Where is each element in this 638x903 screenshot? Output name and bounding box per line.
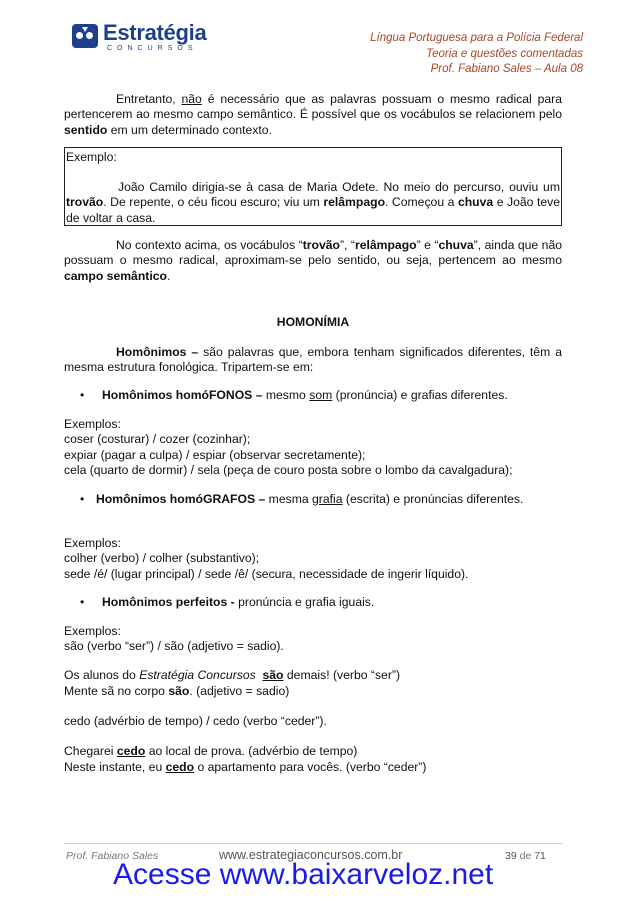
page-number: 39 de 71: [505, 850, 546, 862]
examples-homofonos: Exemplos: coser (costurar) / cozer (cozinhar); expiar (pagar a culpa) / espiar (observar secretamente); cela (quarto de dormir) / sela (peça de couro posta sobre o lombo da cavalgadura);: [64, 417, 513, 478]
header-course: Língua Portuguesa para a Polícia Federal: [370, 32, 583, 44]
example-label: Exemplo:: [66, 150, 117, 164]
footer-divider: [64, 843, 562, 844]
header-subtitle: Teoria e questões comentadas: [426, 47, 583, 60]
sentence-cedo-pair: cedo (advérbio de tempo) / cedo (verbo “ceder”).: [64, 714, 327, 728]
section-title: HOMONÍMIA: [276, 315, 350, 329]
sentence-cedo-adverbio: Chegarei cedo ao local de prova. (advérbio de tempo): [64, 744, 358, 758]
footer-author: Prof. Fabiano Sales: [66, 850, 159, 862]
bullet-homografos: • Homônimos homóGRAFOS – mesma grafia (escrita) e pronúncias diferentes.: [80, 492, 524, 506]
page-header: [370, 31, 583, 78]
sentence-sao-verbo: Os alunos do Estratégia Concursos são demais! (verbo “ser”): [64, 668, 400, 682]
estrategia-logo: [72, 22, 206, 53]
logo-subtitle: CONCURSOS: [107, 45, 198, 52]
header-lesson: Prof. Fabiano Sales – Aula 08: [430, 63, 583, 75]
sentence-cedo-verbo: Neste instante, eu cedo o apartamento para vocês. (verbo “ceder”): [64, 760, 427, 774]
bullet-perfeitos: • Homônimos perfeitos - pronúncia e grafia iguais.: [80, 595, 375, 609]
example-text: João Camilo dirigia-se à casa de Maria Odete. No meio do percurso, ouviu um trovão. De repente, o céu ficou escuro; viu um relâmpago. Começou a chuva e João teve de voltar a casa.: [66, 180, 561, 225]
footer-website-link[interactable]: www.estrategiaconcursos.com.br: [219, 848, 403, 862]
paragraph-context: No contexto acima, os vocábulos “trovão”, “relâmpago” e “chuva”, ainda que não possuam o mesmo radical, aproximam-se pelo sentido, ou seja, pertencem ao mesmo campo semântico.: [64, 238, 563, 283]
homonimos-definition: Homônimos – são palavras que, embora tenham significados diferentes, têm a mesma estrutura fonológica. Tripartem-se em:: [64, 345, 562, 375]
owl-icon: [72, 24, 98, 48]
examples-perfeitos: Exemplos: são (verbo “ser”) / são (adjetivo = sadio).: [64, 624, 284, 654]
watermark-link[interactable]: Acesse www.baixarveloz.net: [113, 858, 494, 891]
sentence-sao-adjetivo: Mente sã no corpo são. (adjetivo = sadio): [64, 684, 290, 698]
paragraph-intro: Entretanto, não é necessário que as palavras possuam o mesmo radical para pertencerem ao mesmo campo semântico. É possível que os vocábulos se relacionem pelo sentido em um determinado contexto.: [64, 92, 562, 137]
logo-name: Estratégia: [103, 20, 207, 45]
bullet-homofonos: • Homônimos homóFONOS – mesmo som (pronúncia) e grafias diferentes.: [80, 388, 508, 402]
examples-homografos: Exemplos: colher (verbo) / colher (substantivo); sede /é/ (lugar principal) / sede /ê/ (secura, necessidade de ingerir líquido).: [64, 536, 469, 581]
